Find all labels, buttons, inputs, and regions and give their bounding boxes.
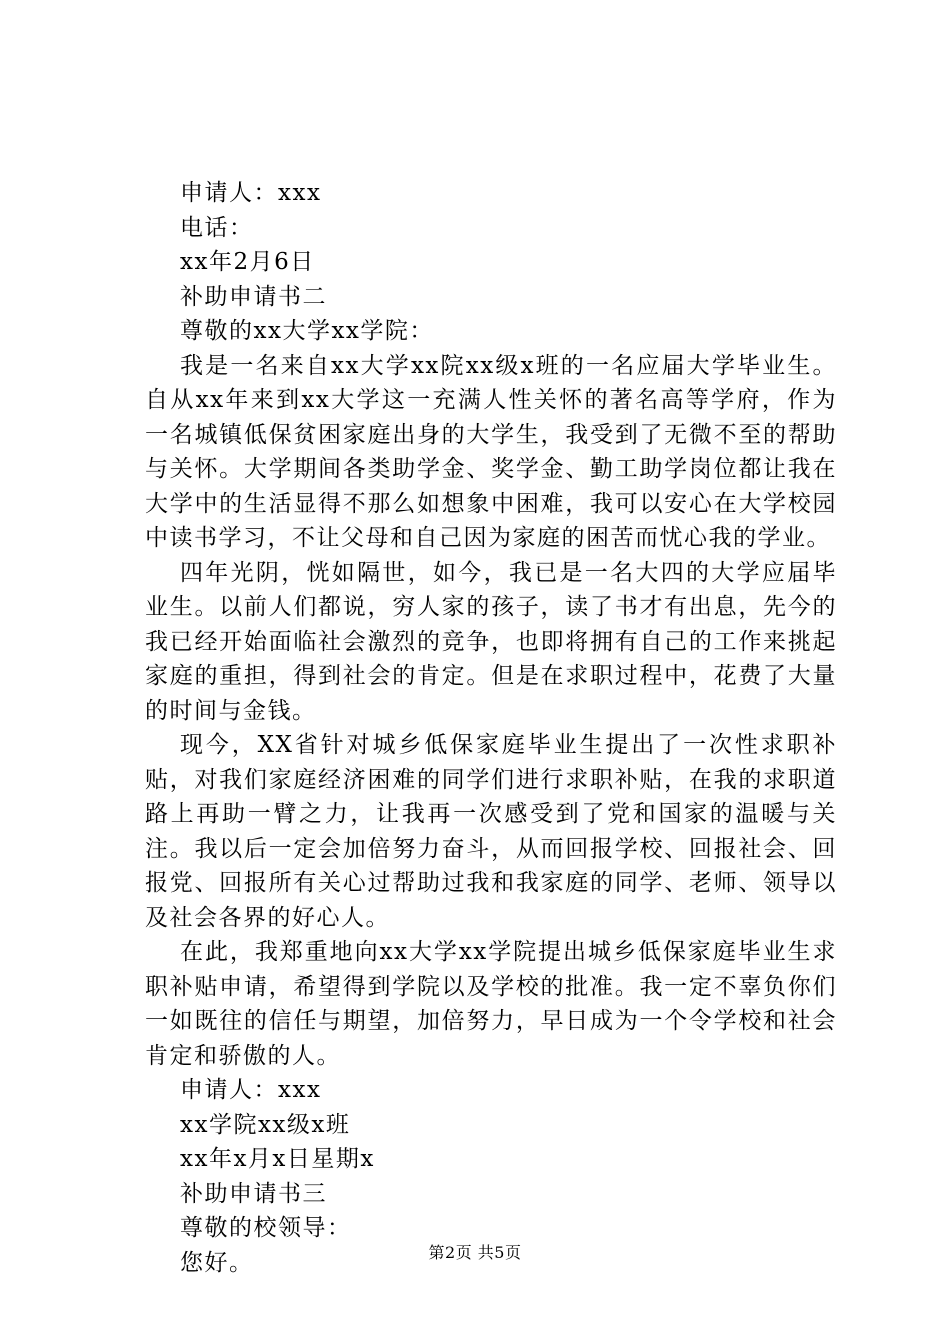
- salutation-line: 尊敬的xx大学xx学院：: [180, 318, 434, 344]
- closing-class-line: xx学院xx级x班: [180, 1111, 351, 1138]
- applicant-line: 申请人：xxx: [180, 180, 322, 206]
- paragraph-4: 在此，我郑重地向xx大学xx学院提出城乡低保家庭毕业生求职补贴申请，希望得到学院以及学校的批准。我一定不辜负你们一如既往的信任与期望，加倍努力，早日成为一个令学校和社会肯定和骄傲的人。: [145, 939, 837, 1069]
- section-title-2: 补助申请书二: [180, 283, 327, 310]
- closing-date-line: xx年x月x日星期x: [180, 1146, 375, 1172]
- closing-applicant-line: 申请人：xxx: [180, 1077, 322, 1103]
- paragraph-1: 我是一名来自xx大学xx院xx级x班的一名应届大学毕业生。自从xx年来到xx大学这一充满人性关怀的著名高等学府，作为一名城镇低保贫困家庭出身的大学生，我受到了无微不至的帮助与关怀。大学期间各类助学金、奖学金、勤工助学岗位都让我在大学中的生活显得不那么如想象中困难，我可以安心在大学校园中读书学习，不让父母和自己因为家庭的困苦而忧心我的学业。: [145, 352, 837, 551]
- date-line: xx年2月6日: [180, 249, 315, 275]
- greeting-line: 您好。: [180, 1249, 254, 1276]
- paragraph-2: 四年光阴，恍如隔世，如今，我已是一名大四的大学应届毕业生。以前人们都说，穷人家的孩子，读了书才有出息，先今的我已经开始面临社会激烈的竞争，也即将拥有自己的工作来挑起家庭的重担，得到社会的肯定。但是在求职过程中，花费了大量的时间与金钱。: [145, 559, 837, 724]
- page-number: 第2页 共5页: [428, 1243, 522, 1262]
- salutation-line-3: 尊敬的校领导：: [180, 1215, 352, 1241]
- section-title-3: 补助申请书三: [180, 1180, 327, 1207]
- phone-line: 电话：: [180, 214, 254, 241]
- document-body: [145, 176, 837, 1280]
- paragraph-3: 现今，XX省针对城乡低保家庭毕业生提出了一次性求职补贴，对我们家庭经济困难的同学们进行求职补贴，在我的求职道路上再助一臂之力，让我再一次感受到了党和国家的温暖与关注。我以后一定会加倍努力奋斗，从而回报学校、回报社会、回报党、回报所有关心过帮助过我和我家庭的同学、老师、领导以及社会各界的好心人。: [145, 732, 837, 931]
